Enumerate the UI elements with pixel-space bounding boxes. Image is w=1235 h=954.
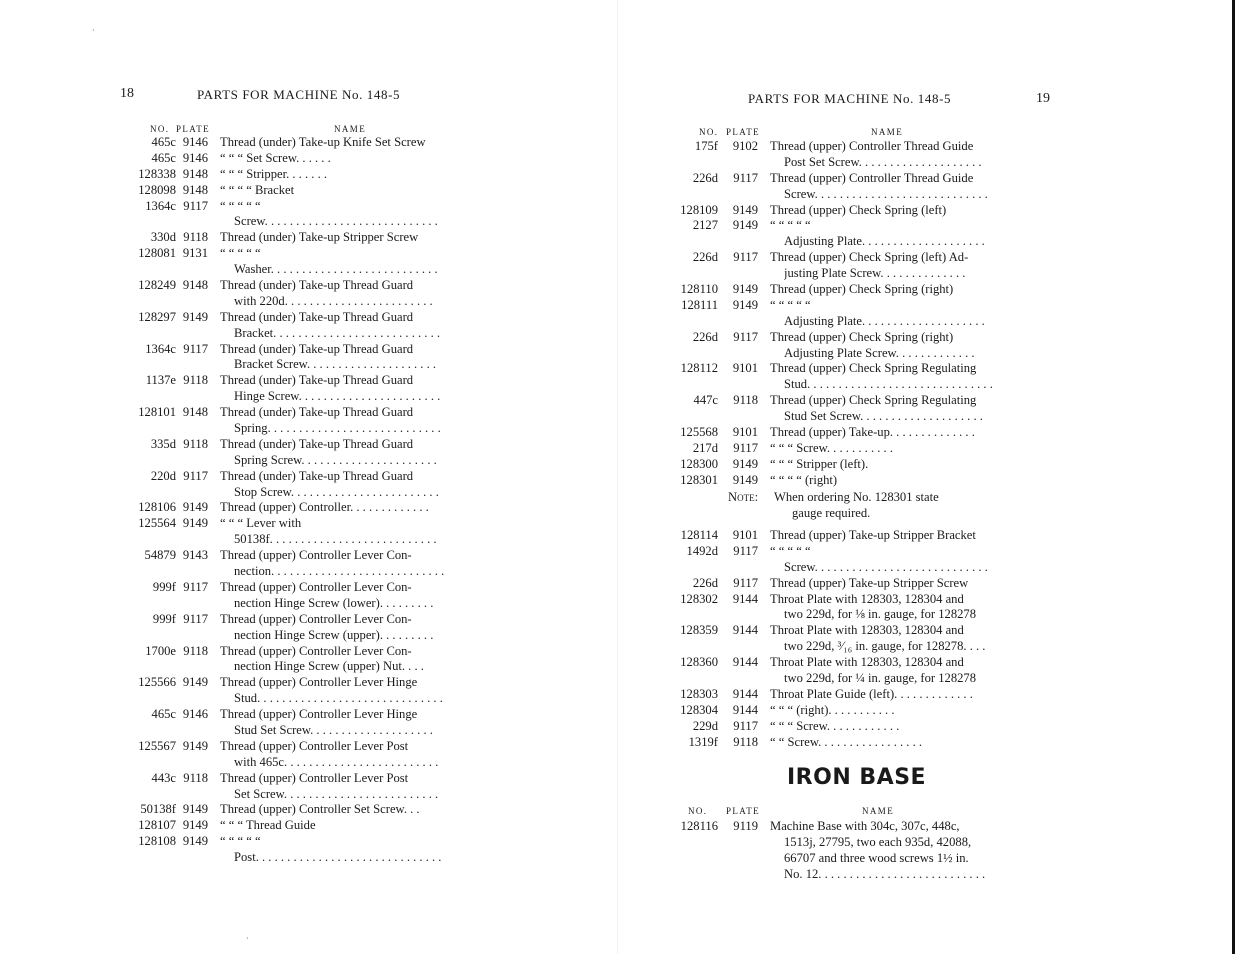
part-name-line: Thread (upper) Check Spring (left): [770, 202, 947, 217]
part-entry: [670, 203, 1010, 219]
part-number: 128303: [680, 686, 718, 701]
part-name-line: “ “ “ (right). . . . . . . . . . .: [770, 702, 895, 717]
plate-number: 9148: [182, 405, 208, 420]
part-number: 128116: [680, 819, 718, 833]
part-entry: [120, 405, 460, 437]
part-entry: [120, 469, 460, 501]
plate-number: 9144: [732, 686, 758, 701]
part-entry: [120, 199, 460, 231]
part-entry: [670, 282, 1010, 298]
part-name-line: Thread (upper) Controller Lever Con-: [220, 579, 412, 594]
part-number: 226d: [692, 170, 718, 185]
part-name-line: Bracket Screw. . . . . . . . . . . . . . . . . . . . .: [234, 357, 437, 372]
part-name-line: Thread (upper) Controller Thread Guide: [770, 170, 974, 185]
part-entry: [120, 548, 460, 580]
part-name-line: “ “ “ Lever with: [220, 516, 302, 531]
plate-number: 9118: [183, 373, 208, 388]
part-name-line: nection Hinge Screw (upper). . . . . . . . .: [234, 627, 434, 642]
part-name-line: Post Set Screw. . . . . . . . . . . . . . . . . . . .: [784, 154, 982, 169]
part-name-line: Screw. . . . . . . . . . . . . . . . . . . . . . . . . . . .: [784, 559, 988, 574]
plate-number: 9149: [182, 818, 208, 833]
part-name-line: Post. . . . . . . . . . . . . . . . . . . . . . . . . . . . . .: [234, 850, 442, 865]
part-name-line: Stop Screw. . . . . . . . . . . . . . . . . . . . . . . .: [234, 484, 439, 499]
note: [728, 490, 1028, 522]
part-number: 443c: [151, 770, 176, 785]
part-number: 217d: [692, 440, 718, 455]
part-number: 128297: [138, 309, 176, 324]
note-label: Note:: [728, 490, 759, 504]
part-entry: [120, 135, 460, 151]
part-number: 125564: [138, 516, 176, 531]
part-number: 1700e: [145, 643, 176, 658]
plate-number: 9117: [733, 250, 758, 265]
plate-number: 9117: [183, 341, 208, 356]
part-number: 1492d: [686, 543, 718, 558]
note-text-line: gauge required.: [792, 505, 871, 520]
plate-number: 9149: [732, 456, 758, 471]
part-entry: [670, 473, 1010, 489]
part-name-line: “ “ “ “ (right): [770, 472, 838, 487]
part-entry: [670, 544, 1010, 576]
part-name-line: “ “ “ Stripper (left).: [770, 456, 869, 471]
part-entry: [670, 703, 1010, 719]
part-entry: [670, 139, 1010, 171]
part-entry: [120, 373, 460, 405]
part-name-line: 50138f. . . . . . . . . . . . . . . . . . . . . . . . . . .: [234, 532, 437, 547]
plate-number: 9101: [732, 361, 758, 376]
part-number: 175f: [694, 139, 718, 153]
part-entry: [120, 342, 460, 374]
plate-number: 9118: [183, 436, 208, 451]
part-number: 128360: [680, 655, 718, 670]
part-entry: [120, 771, 460, 803]
plate-number: 9101: [732, 425, 758, 440]
part-entry: [670, 457, 1010, 473]
part-number: 128107: [138, 818, 176, 833]
plate-number: 9118: [183, 643, 208, 658]
parts-list: [670, 139, 1010, 489]
parts-list-continued: [670, 528, 1010, 750]
plate-number: 9117: [183, 579, 208, 594]
part-name-line: Stud Set Screw. . . . . . . . . . . . . . . . . . . .: [234, 722, 433, 737]
part-entry: [670, 393, 1010, 425]
plate-number: 9148: [182, 278, 208, 293]
part-name-line: “ “ “ Set Screw. . . . . .: [220, 150, 331, 165]
plate-number: 9144: [732, 623, 758, 638]
part-entry: [120, 230, 460, 246]
part-name-line: two 229d, for ⅛ in. gauge, for 128278: [784, 607, 977, 622]
part-entry: [120, 246, 460, 278]
plate-number: 9118: [183, 230, 208, 245]
column-header-plate: PLATE: [726, 127, 760, 137]
part-number: 50138f: [140, 802, 176, 817]
page-number: 18: [120, 86, 134, 101]
part-name-line: Thread (under) Take-up Knife Set Screw: [220, 135, 426, 149]
part-name-line: Screw. . . . . . . . . . . . . . . . . . . . . . . . . . . .: [784, 186, 988, 201]
part-name-line: Thread (under) Take-up Thread Guard: [220, 405, 414, 420]
plate-number: 9117: [733, 329, 758, 344]
part-name-line: No. 12. . . . . . . . . . . . . . . . . . . . . . . . . . .: [784, 866, 986, 881]
column-header-no: NO.: [150, 124, 170, 134]
part-number: 128249: [138, 278, 176, 293]
part-name-line: “ “ “ Stripper. . . . . . .: [220, 166, 328, 181]
part-entry: [120, 834, 460, 866]
part-number: 128301: [680, 472, 718, 487]
part-entry: [120, 516, 460, 548]
plate-number: 9146: [182, 707, 208, 722]
plate-number: 9149: [182, 500, 208, 515]
part-entry: [120, 802, 460, 818]
plate-number: 9117: [733, 440, 758, 455]
plate-number: 9117: [733, 575, 758, 590]
plate-number: 9149: [732, 297, 758, 312]
part-number: 128359: [680, 623, 718, 638]
part-entry: [120, 183, 460, 199]
part-entry: [120, 612, 460, 644]
plate-number: 9131: [182, 246, 208, 261]
part-number: 447c: [693, 393, 718, 408]
part-number: 220d: [150, 468, 176, 483]
part-name-line: with 465c. . . . . . . . . . . . . . . . . . . . . . . . .: [234, 754, 439, 769]
part-name-line: Thread (upper) Check Spring Regulating: [770, 361, 977, 376]
part-name-line: Washer. . . . . . . . . . . . . . . . . . . . . . . . . . .: [234, 262, 438, 277]
part-entry: [670, 623, 1010, 655]
part-entry: [670, 528, 1010, 544]
part-entry: [120, 310, 460, 342]
part-name-line: Stud. . . . . . . . . . . . . . . . . . . . . . . . . . . . . .: [784, 377, 993, 392]
plate-number: 9144: [732, 702, 758, 717]
plate-number: 9146: [182, 150, 208, 165]
part-number: 128111: [681, 297, 718, 312]
part-name-line: Thread (upper) Check Spring (left) Ad-: [770, 250, 969, 265]
plate-number: 9118: [183, 770, 208, 785]
part-name-line: “ “ “ “ “: [770, 218, 811, 233]
scan-speck: ·: [246, 934, 249, 943]
part-name-line: Thread (under) Take-up Stripper Screw: [220, 230, 419, 245]
part-number: 465c: [151, 707, 176, 722]
part-number: 128109: [680, 202, 718, 217]
page-number: 19: [1036, 91, 1050, 106]
part-name-line: Adjusting Plate. . . . . . . . . . . . . . . . . . . .: [784, 313, 985, 328]
part-number: 2127: [692, 218, 718, 233]
part-name-line: Thread (upper) Check Spring (right): [770, 329, 954, 344]
part-number: 128098: [138, 182, 176, 197]
part-number: 128114: [680, 528, 718, 542]
part-number: 226d: [692, 250, 718, 265]
part-number: 128112: [680, 361, 718, 376]
part-name-line: with 220d. . . . . . . . . . . . . . . . . . . . . . . .: [234, 293, 433, 308]
part-number: 128106: [138, 500, 176, 515]
running-head: PARTS FOR MACHINE No. 148-5: [197, 87, 401, 102]
part-number: 465c: [151, 135, 176, 149]
plate-number: 9117: [183, 198, 208, 213]
part-name-line: Machine Base with 304c, 307c, 448c,: [770, 819, 960, 833]
part-number: 128338: [138, 166, 176, 181]
plate-number: 9117: [733, 718, 758, 733]
section-title: IRON BASE: [787, 765, 927, 790]
part-name-line: “ “ “ “ “: [770, 297, 811, 312]
part-name-line: Thread (upper) Controller Lever Post: [220, 770, 409, 785]
part-name-line: Thread (upper) Take-up. . . . . . . . . . . . . .: [770, 425, 975, 440]
part-number: 330d: [150, 230, 176, 245]
part-entry: [120, 167, 460, 183]
part-number: 1137e: [145, 373, 176, 388]
plate-number: 9101: [732, 528, 758, 542]
part-name-line: Thread (upper) Controller. . . . . . . . . . . . .: [220, 500, 429, 515]
part-entry: [120, 151, 460, 167]
part-name-line: justing Plate Screw. . . . . . . . . . . . . .: [784, 266, 966, 281]
part-name-line: Throat Plate Guide (left). . . . . . . . . . . . .: [770, 686, 973, 701]
plate-number: 9117: [183, 468, 208, 483]
plate-number: 9146: [182, 135, 208, 149]
plate-number: 9149: [182, 738, 208, 753]
part-name-line: Thread (upper) Controller Lever Con-: [220, 548, 412, 563]
part-entry: [120, 278, 460, 310]
part-name-line: Thread (upper) Controller Lever Con-: [220, 611, 412, 626]
plate-number: 9149: [182, 516, 208, 531]
part-entry: [670, 361, 1010, 393]
part-name-line: “ “ “ Screw. . . . . . . . . . . .: [770, 718, 900, 733]
part-name-line: Thread (upper) Take-up Stripper Screw: [770, 575, 969, 590]
column-header-name: NAME: [862, 806, 895, 816]
part-name-line: “ “ Screw. . . . . . . . . . . . . . . . .: [770, 734, 923, 749]
part-name-line: Thread (under) Take-up Thread Guard: [220, 436, 414, 451]
part-name-line: two 229d, for ¼ in. gauge, for 128278: [784, 671, 977, 686]
column-header-no: NO.: [699, 127, 719, 137]
plate-number: 9148: [182, 182, 208, 197]
part-name-line: Adjusting Plate. . . . . . . . . . . . . . . . . . . .: [784, 234, 985, 249]
part-name-line: “ “ “ Thread Guide: [220, 818, 316, 833]
iron-base-list: [670, 819, 1010, 883]
part-name-line: nection. . . . . . . . . . . . . . . . . . . . . . . . . . . .: [234, 564, 445, 579]
part-name-line: Thread (under) Take-up Thread Guard: [220, 468, 414, 483]
plate-number: 9149: [182, 309, 208, 324]
part-name-line: Thread (upper) Controller Lever Hinge: [220, 707, 418, 722]
part-name-line: Thread (under) Take-up Thread Guard: [220, 341, 414, 356]
part-number: 128101: [138, 405, 176, 420]
part-number: 999f: [152, 579, 176, 594]
part-name-line: Bracket. . . . . . . . . . . . . . . . . . . . . . . . . . .: [234, 325, 441, 340]
part-number: 128302: [680, 591, 718, 606]
part-number: 226d: [692, 575, 718, 590]
part-number: 54879: [144, 548, 176, 563]
part-name-line: Throat Plate with 128303, 128304 and: [770, 591, 964, 606]
part-name-line: “ “ “ “ “: [220, 246, 261, 261]
part-entry: [670, 171, 1010, 203]
part-entry: [120, 707, 460, 739]
scan-speck: ·: [92, 26, 95, 35]
part-name-line: Thread (upper) Check Spring (right): [770, 282, 954, 297]
part-name-line: Stud. . . . . . . . . . . . . . . . . . . . . . . . . . . . . .: [234, 691, 443, 706]
part-entry: [670, 298, 1010, 330]
part-name-line: Throat Plate with 128303, 128304 and: [770, 623, 964, 638]
part-entry: [670, 687, 1010, 703]
part-name-line: “ “ “ “ Bracket: [220, 182, 295, 197]
column-header-name: NAME: [334, 124, 367, 134]
part-name-line: “ “ “ “ “: [770, 543, 811, 558]
part-entry: [670, 655, 1010, 687]
column-header-name: NAME: [871, 127, 904, 137]
plate-number: 9119: [733, 819, 758, 833]
part-entry: [670, 719, 1010, 735]
plate-number: 9144: [732, 655, 758, 670]
plate-number: 9148: [182, 166, 208, 181]
part-name-line: “ “ “ “ “: [220, 834, 261, 849]
part-name-line: Spring. . . . . . . . . . . . . . . . . . . . . . . . . . . .: [234, 421, 441, 436]
plate-number: 9149: [732, 218, 758, 233]
plate-number: 9117: [733, 543, 758, 558]
part-number: 999f: [152, 611, 176, 626]
part-name-line: Adjusting Plate Screw. . . . . . . . . . . . .: [784, 345, 975, 360]
part-number: 1364c: [145, 198, 176, 213]
part-entry: [120, 644, 460, 676]
plate-number: 9149: [182, 675, 208, 690]
part-entry: [670, 425, 1010, 441]
part-name-line: Set Screw. . . . . . . . . . . . . . . . . . . . . . . . .: [234, 786, 439, 801]
part-name-line: Thread (upper) Controller Lever Con-: [220, 643, 412, 658]
part-entry: [120, 437, 460, 469]
part-number: 128110: [680, 282, 718, 297]
part-name-line: Thread (upper) Controller Lever Hinge: [220, 675, 418, 690]
part-entry: [120, 580, 460, 612]
part-number: 128081: [138, 246, 176, 261]
part-entry: [670, 330, 1010, 362]
plate-number: 9118: [733, 393, 758, 408]
part-entry: [120, 739, 460, 771]
part-number: 465c: [151, 150, 176, 165]
left-page: [0, 0, 615, 954]
part-name-line: Screw. . . . . . . . . . . . . . . . . . . . . . . . . . . .: [234, 214, 438, 229]
part-number: 128300: [680, 456, 718, 471]
part-number: 1364c: [145, 341, 176, 356]
part-name-line: Thread (upper) Controller Set Screw. . .: [220, 802, 420, 817]
plate-number: 9149: [732, 282, 758, 297]
note-text-line: When ordering No. 128301 state: [774, 490, 939, 504]
plate-number: 9102: [732, 139, 758, 153]
part-name-line: “ “ “ Screw. . . . . . . . . . .: [770, 440, 893, 455]
part-entry: [670, 250, 1010, 282]
plate-number: 9144: [732, 591, 758, 606]
part-name-line: nection Hinge Screw (upper) Nut. . . .: [234, 659, 424, 674]
plate-number: 9117: [733, 170, 758, 185]
part-name-line: Stud Set Screw. . . . . . . . . . . . . . . . . . . .: [784, 409, 983, 424]
part-number: 125568: [680, 425, 718, 440]
part-name-line: Thread (upper) Controller Lever Post: [220, 738, 409, 753]
part-entry: [670, 592, 1010, 624]
part-number: 128108: [138, 834, 176, 849]
part-name-line: 1513j, 27795, two each 935d, 42088,: [784, 834, 972, 849]
part-number: 335d: [150, 436, 176, 451]
plate-number: 9149: [182, 802, 208, 817]
part-entry: [670, 735, 1010, 751]
part-name-line: 66707 and three wood screws 1½ in.: [784, 850, 969, 865]
part-entry: [120, 675, 460, 707]
part-name-line: Thread (under) Take-up Thread Guard: [220, 278, 414, 293]
part-name-line: Thread (upper) Check Spring Regulating: [770, 393, 977, 408]
part-name-line: Hinge Screw. . . . . . . . . . . . . . . . . . . . . . .: [234, 389, 441, 404]
part-name-line: nection Hinge Screw (lower). . . . . . . . .: [234, 595, 434, 610]
part-name-line: Thread (under) Take-up Thread Guard: [220, 373, 414, 388]
plate-number: 9149: [182, 834, 208, 849]
part-name-line: Thread (upper) Take-up Stripper Bracket: [770, 528, 976, 542]
plate-number: 9149: [732, 202, 758, 217]
plate-number: 9118: [733, 734, 758, 749]
part-number: 125567: [138, 738, 176, 753]
right-page: [620, 0, 1235, 954]
part-entry: [670, 218, 1010, 250]
part-name-line: Throat Plate with 128303, 128304 and: [770, 655, 964, 670]
part-entry: [120, 818, 460, 834]
fold-line: [617, 0, 618, 954]
part-entry: [670, 576, 1010, 592]
parts-list: [120, 135, 460, 866]
column-header-plate: PLATE: [726, 806, 760, 816]
plate-number: 9117: [183, 611, 208, 626]
part-number: 229d: [692, 718, 718, 733]
part-number: 226d: [692, 329, 718, 344]
plate-number: 9143: [182, 548, 208, 563]
part-entry: [120, 500, 460, 516]
part-entry: [670, 441, 1010, 457]
part-entry: [670, 819, 1010, 883]
part-name-line: Spring Screw. . . . . . . . . . . . . . . . . . . . . .: [234, 452, 437, 467]
part-name-line: two 229d, ³⁄₁₆ in. gauge, for 128278. . . .: [784, 639, 986, 654]
plate-number: 9149: [732, 472, 758, 487]
part-name-line: “ “ “ “ “: [220, 198, 261, 213]
part-number: 125566: [138, 675, 176, 690]
part-name-line: Thread (under) Take-up Thread Guard: [220, 309, 414, 324]
part-number: 1319f: [688, 734, 718, 749]
column-header-no: NO.: [688, 806, 708, 816]
column-header-plate: PLATE: [176, 124, 210, 134]
running-head: PARTS FOR MACHINE No. 148-5: [748, 91, 952, 106]
part-number: 128304: [680, 702, 718, 717]
part-name-line: Thread (upper) Controller Thread Guide: [770, 139, 974, 153]
